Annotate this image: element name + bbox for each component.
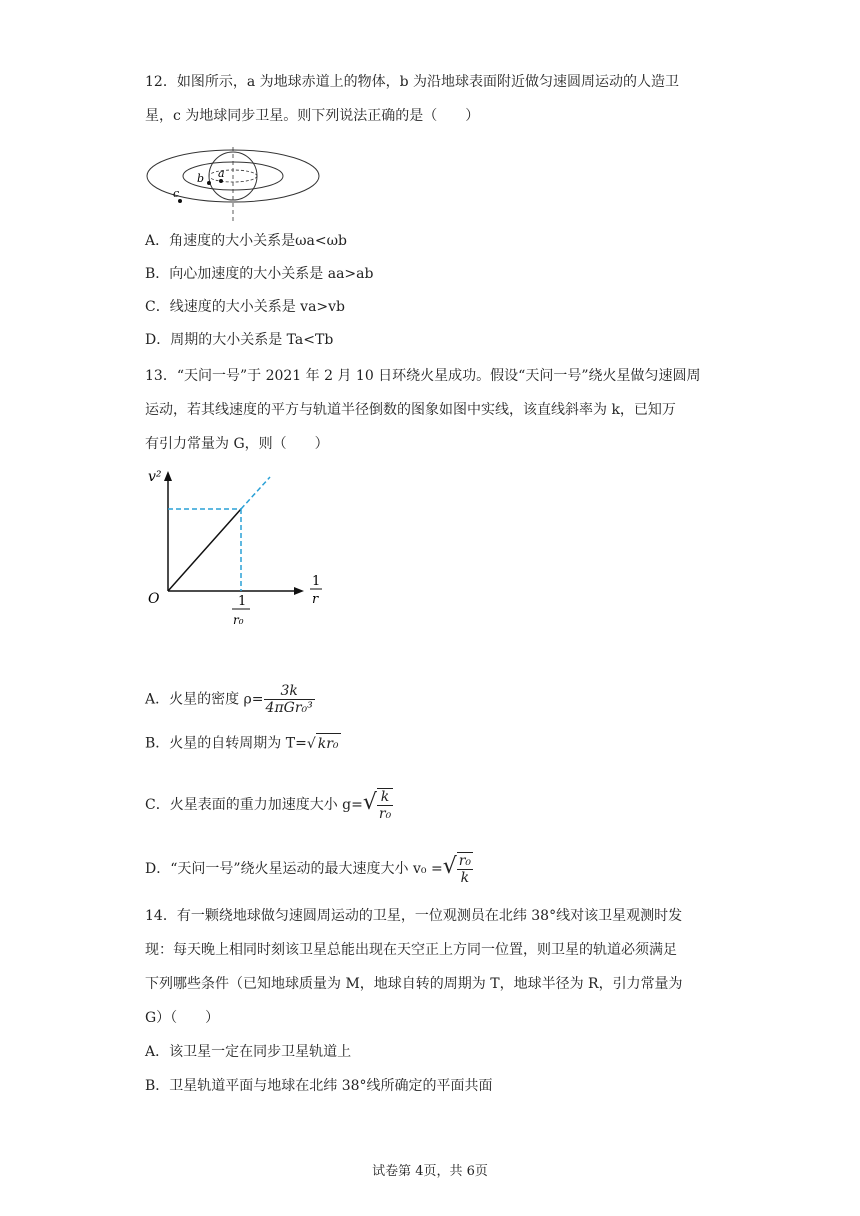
max-speed-den: k: [457, 869, 473, 886]
label-b: b: [197, 172, 205, 185]
q13-option-d-prefix: D．“天问一号”绕火星运动的最大速度大小 v₀ =: [145, 861, 443, 877]
max-speed-fraction: [457, 852, 473, 886]
v2-vs-inverse-r-graph: [140, 465, 340, 635]
origin-label: O: [148, 591, 160, 607]
density-num: 3k: [280, 683, 298, 699]
sqrt-symbol-d: √: [442, 854, 457, 879]
period-sqrt: [307, 733, 341, 754]
q13-option-b: [145, 733, 341, 754]
q14-option-b: B．卫星轨道平面与地球在北纬 38°线所确定的平面共面: [145, 1078, 493, 1094]
q13-option-d: [145, 852, 473, 886]
q14-stem-line1: 14．有一颗绕地球做匀速圆周运动的卫星，一位观测员在北纬 38°线对该卫星观测时发: [145, 908, 683, 924]
q14-stem-line4: G）（ ）: [145, 1010, 220, 1026]
q13-option-c-prefix: C．火星表面的重力加速度大小 g=: [145, 797, 363, 813]
x-label-num: 1: [312, 574, 321, 589]
sqrt-symbol-b: √: [306, 736, 316, 752]
q13-option-c: [145, 788, 393, 822]
density-den: 4πGr₀³: [265, 700, 313, 716]
q14-stem-line3: 下列哪些条件（已知地球质量为 M，地球自转的周期为 T，地球半径为 R，引力常量为: [145, 976, 683, 992]
q13-option-a: [145, 683, 315, 716]
x-axis-arrow: [294, 587, 304, 595]
orbit-diagram: [140, 145, 325, 225]
q12-option-d: D．周期的大小关系是 Ta<Tb: [145, 332, 334, 348]
max-speed-num: r₀: [458, 853, 472, 869]
density-fraction: [264, 683, 315, 716]
tick-num: 1: [238, 594, 247, 609]
q14-option-a: A．该卫星一定在同步卫星轨道上: [145, 1044, 352, 1060]
label-a: a: [218, 167, 225, 180]
page-footer: 试卷第 4页，共 6页: [372, 1164, 488, 1179]
gravity-den: r₀: [378, 806, 392, 822]
q14-stem-line2: 现：每天晚上相同时刻该卫星总能出现在天空正上方同一位置，则卫星的轨道必须满足: [145, 942, 677, 958]
q13-stem-line3: 有引力常量为 G，则（ ）: [145, 436, 329, 452]
label-c: c: [173, 187, 180, 200]
sqrt-symbol-c: √: [362, 790, 377, 815]
point-b: [207, 181, 211, 185]
solid-line: [168, 509, 241, 591]
tick-den: r₀: [233, 613, 244, 627]
y-axis-label: v²: [148, 469, 162, 485]
extension-line: [241, 477, 270, 509]
gravity-num: k: [380, 789, 390, 805]
period-radicand: kr₀: [316, 733, 341, 754]
q13-option-b-prefix: B．火星的自转周期为 T=: [145, 735, 307, 752]
x-label-den: r: [312, 592, 319, 607]
q12-stem-line1: 12．如图所示，a 为地球赤道上的物体，b 为沿地球表面附近做匀速圆周运动的人造卫: [145, 74, 680, 90]
gravity-sqrt: [363, 788, 393, 822]
q13-stem-line1: 13．“天问一号”于 2021 年 2 月 10 日环绕火星成功。假设“天问一号”绕火星做匀速圆周: [145, 368, 701, 384]
q12-option-a: A．角速度的大小关系是ωa<ωb: [145, 233, 347, 249]
q12-stem-line2: 星，c 为地球同步卫星。则下列说法正确的是（ ）: [145, 108, 480, 124]
max-speed-sqrt: [443, 852, 473, 886]
q13-option-a-prefix: A．火星的密度 ρ=: [145, 691, 264, 708]
gravity-fraction: [377, 788, 393, 822]
y-axis-arrow: [164, 471, 172, 481]
q12-option-c: C．线速度的大小关系是 va>vb: [145, 299, 346, 315]
q12-option-b: B．向心加速度的大小关系是 aa>ab: [145, 266, 374, 282]
q13-stem-line2: 运动，若其线速度的平方与轨道半径倒数的图象如图中实线，该直线斜率为 k，已知万: [145, 402, 676, 418]
